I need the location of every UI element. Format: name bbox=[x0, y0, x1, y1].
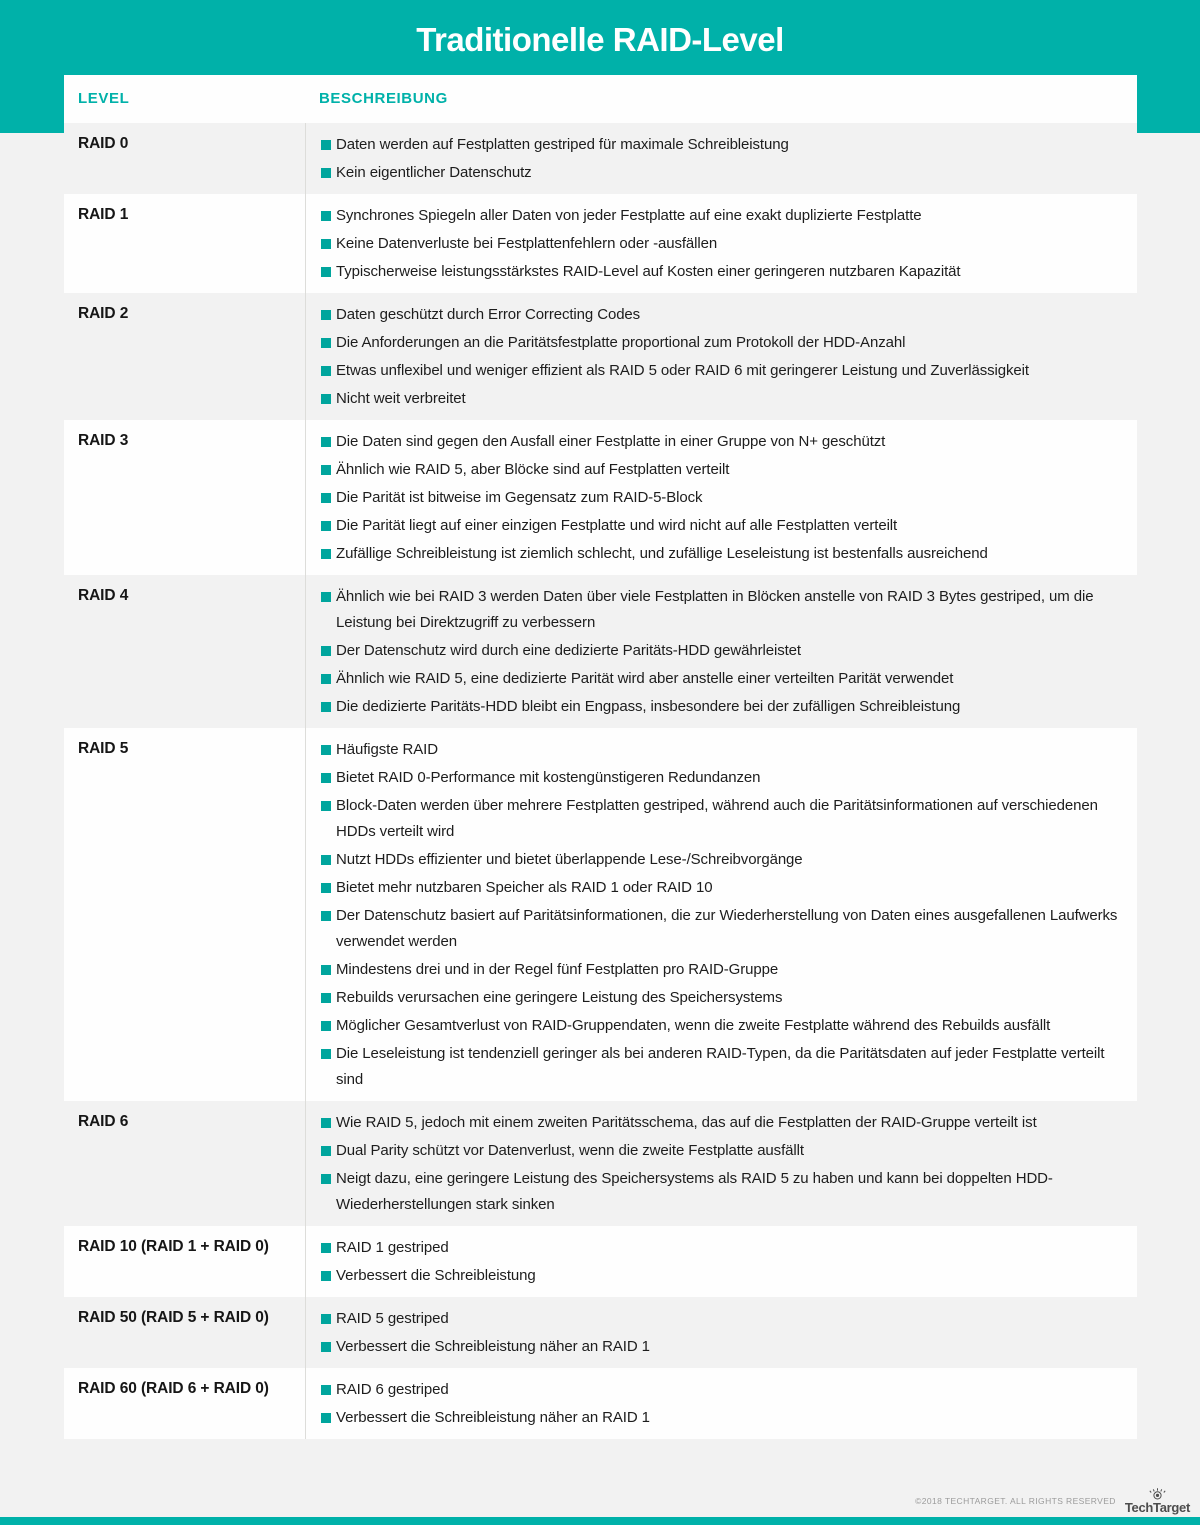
table-row bbox=[64, 1101, 1137, 1226]
raid-description-item: Synchrones Spiegeln aller Daten von jeder Festplatte auf eine exakt duplizierte Festplatte bbox=[336, 207, 922, 224]
description-item bbox=[321, 485, 1127, 511]
raid-description-item: Daten werden auf Festplatten gestriped für maximale Schreibleistung bbox=[336, 136, 789, 153]
raid-description-item: RAID 6 gestriped bbox=[336, 1381, 449, 1398]
page-title: Traditionelle RAID-Level bbox=[416, 21, 784, 58]
description-list bbox=[305, 575, 1137, 728]
description-item bbox=[321, 638, 1127, 664]
raid-description-item: Block-Daten werden über mehrere Festplatten gestriped, während auch die Paritätsinformationen auf verschiedenen HDDs verteilt wird bbox=[336, 797, 1098, 840]
raid-description-item: Der Datenschutz wird durch eine dedizierte Paritäts-HDD gewährleistet bbox=[336, 642, 801, 659]
raid-level-label: RAID 1 bbox=[78, 206, 129, 223]
raid-description-item: Der Datenschutz basiert auf Paritätsinformationen, die zur Wiederherstellung von Daten eines ausgefallenen Laufwerks verwendet werden bbox=[336, 907, 1118, 950]
raid-description-item: Nutzt HDDs effizienter und bietet überlappende Lese-/Schreibvorgänge bbox=[336, 851, 803, 868]
eye-icon bbox=[1149, 1487, 1166, 1500]
bullet-square-icon bbox=[321, 855, 331, 865]
description-item bbox=[321, 386, 1127, 412]
bullet-square-icon bbox=[321, 1413, 331, 1423]
raid-description-item: Die dedizierte Paritäts-HDD bleibt ein Engpass, insbesondere bei der zufälligen Schreibleistung bbox=[336, 698, 961, 715]
table-body bbox=[64, 123, 1137, 1439]
table-row bbox=[64, 575, 1137, 728]
bullet-square-icon bbox=[321, 965, 331, 975]
raid-description-item: Ähnlich wie RAID 5, aber Blöcke sind auf Festplatten verteilt bbox=[336, 461, 730, 478]
table-row bbox=[64, 194, 1137, 293]
bullet-square-icon bbox=[321, 1118, 331, 1128]
description-item bbox=[321, 1306, 1127, 1332]
description-item bbox=[321, 1263, 1127, 1289]
description-list bbox=[305, 728, 1137, 1101]
description-item bbox=[321, 875, 1127, 901]
bullet-square-icon bbox=[321, 521, 331, 531]
bullet-square-icon bbox=[321, 465, 331, 475]
bullet-square-icon bbox=[321, 549, 331, 559]
description-list bbox=[305, 1226, 1137, 1297]
description-item bbox=[321, 457, 1127, 483]
description-item bbox=[321, 1013, 1127, 1039]
description-list bbox=[305, 123, 1137, 194]
description-item bbox=[321, 541, 1127, 567]
raid-description-item: Häufigste RAID bbox=[336, 741, 438, 758]
bullet-square-icon bbox=[321, 394, 331, 404]
bullet-square-icon bbox=[321, 646, 331, 656]
bullet-square-icon bbox=[321, 773, 331, 783]
bullet-square-icon bbox=[321, 1271, 331, 1281]
raid-level-label: RAID 10 (RAID 1 + RAID 0) bbox=[78, 1238, 269, 1255]
table-row bbox=[64, 1297, 1137, 1368]
bullet-square-icon bbox=[321, 1342, 331, 1352]
description-list bbox=[305, 194, 1137, 293]
bullet-square-icon bbox=[321, 1146, 331, 1156]
description-item bbox=[321, 1166, 1127, 1218]
raid-description-item: Verbessert die Schreibleistung näher an RAID 1 bbox=[336, 1409, 650, 1426]
description-item bbox=[321, 847, 1127, 873]
bullet-square-icon bbox=[321, 493, 331, 503]
bullet-square-icon bbox=[321, 702, 331, 712]
raid-description-item: Verbessert die Schreibleistung näher an RAID 1 bbox=[336, 1338, 650, 1355]
table-row bbox=[64, 293, 1137, 420]
description-item bbox=[321, 1405, 1127, 1431]
raid-description-item: Wie RAID 5, jedoch mit einem zweiten Paritätsschema, das auf die Festplatten der RAID-Gruppe verteilt ist bbox=[336, 1114, 1037, 1131]
raid-description-item: Möglicher Gesamtverlust von RAID-Gruppendaten, wenn die zweite Festplatte während des Rebuilds ausfällt bbox=[336, 1017, 1051, 1034]
description-item bbox=[321, 694, 1127, 720]
bullet-square-icon bbox=[321, 437, 331, 447]
description-item bbox=[321, 793, 1127, 845]
bullet-square-icon bbox=[321, 239, 331, 249]
description-item bbox=[321, 957, 1127, 983]
raid-description-item: Die Parität ist bitweise im Gegensatz zum RAID-5-Block bbox=[336, 489, 703, 506]
raid-description-item: Mindestens drei und in der Regel fünf Festplatten pro RAID-Gruppe bbox=[336, 961, 779, 978]
raid-description-item: Typischerweise leistungsstärkstes RAID-Level auf Kosten einer geringeren nutzbaren Kapazität bbox=[336, 263, 961, 280]
raid-description-item: Die Leseleistung ist tendenziell geringer als bei anderen RAID-Typen, da die Paritätsdaten auf jeder Festplatte verteilt sind bbox=[336, 1045, 1105, 1088]
raid-level-label: RAID 50 (RAID 5 + RAID 0) bbox=[78, 1309, 269, 1326]
raid-level-label: RAID 6 bbox=[78, 1113, 129, 1130]
bullet-square-icon bbox=[321, 310, 331, 320]
raid-description-item: Die Daten sind gegen den Ausfall einer Festplatte in einer Gruppe von N+ geschützt bbox=[336, 433, 886, 450]
description-item bbox=[321, 1110, 1127, 1136]
description-item bbox=[321, 1334, 1127, 1360]
raid-level-label: RAID 5 bbox=[78, 740, 129, 757]
raid-description-item: Bietet mehr nutzbaren Speicher als RAID 1 oder RAID 10 bbox=[336, 879, 713, 896]
table-row bbox=[64, 728, 1137, 1101]
description-item bbox=[321, 584, 1127, 636]
raid-description-item: Zufällige Schreibleistung ist ziemlich schlecht, und zufällige Leseleistung ist bestenfalls ausreichend bbox=[336, 545, 988, 562]
description-item bbox=[321, 259, 1127, 285]
bullet-square-icon bbox=[321, 1314, 331, 1324]
description-item bbox=[321, 1377, 1127, 1403]
description-list bbox=[305, 1368, 1137, 1439]
bullet-square-icon bbox=[321, 592, 331, 602]
description-item bbox=[321, 358, 1127, 384]
bullet-square-icon bbox=[321, 1385, 331, 1395]
description-list bbox=[305, 293, 1137, 420]
raid-level-label: RAID 3 bbox=[78, 432, 129, 449]
bullet-square-icon bbox=[321, 801, 331, 811]
column-header-beschreibung: BESCHREIBUNG bbox=[319, 90, 448, 107]
raid-description-item: Rebuilds verursachen eine geringere Leistung des Speichersystems bbox=[336, 989, 783, 1006]
raid-description-item: RAID 1 gestriped bbox=[336, 1239, 449, 1256]
footer bbox=[915, 1487, 1190, 1514]
table-header-row bbox=[64, 75, 1137, 123]
description-item bbox=[321, 513, 1127, 539]
raid-description-item: Etwas unflexibel und weniger effizient als RAID 5 oder RAID 6 mit geringerer Leistung und Zuverlässigkeit bbox=[336, 362, 1029, 379]
raid-description-item: Verbessert die Schreibleistung bbox=[336, 1267, 536, 1284]
raid-description-item: Die Anforderungen an die Paritätsfestplatte proportional zum Protokoll der HDD-Anzahl bbox=[336, 334, 906, 351]
raid-level-label: RAID 60 (RAID 6 + RAID 0) bbox=[78, 1380, 269, 1397]
column-header-level: LEVEL bbox=[78, 90, 130, 107]
raid-description-item: Ähnlich wie RAID 5, eine dedizierte Parität wird aber anstelle einer verteilten Parität verwendet bbox=[336, 670, 954, 687]
raid-description-item: Ähnlich wie bei RAID 3 werden Daten über viele Festplatten in Blöcken anstelle von RAID 3 Bytes gestriped, um die Leistung bei Direktzugriff zu verbessern bbox=[336, 588, 1094, 631]
raid-description-item: Nicht weit verbreitet bbox=[336, 390, 466, 407]
bullet-square-icon bbox=[321, 267, 331, 277]
bullet-square-icon bbox=[321, 211, 331, 221]
description-item bbox=[321, 1235, 1127, 1261]
raid-level-label: RAID 0 bbox=[78, 135, 129, 152]
description-item bbox=[321, 985, 1127, 1011]
raid-level-label: RAID 2 bbox=[78, 305, 129, 322]
description-list bbox=[305, 420, 1137, 575]
bottom-band bbox=[0, 1517, 1200, 1525]
description-list bbox=[305, 1101, 1137, 1226]
raid-description-item: Die Parität liegt auf einer einzigen Festplatte und wird nicht auf alle Festplatten verteilt bbox=[336, 517, 898, 534]
bullet-square-icon bbox=[321, 168, 331, 178]
bullet-square-icon bbox=[321, 911, 331, 921]
description-item bbox=[321, 203, 1127, 229]
bullet-square-icon bbox=[321, 1174, 331, 1184]
raid-description-item: Kein eigentlicher Datenschutz bbox=[336, 164, 532, 181]
description-item bbox=[321, 903, 1127, 955]
raid-description-item: Keine Datenverluste bei Festplattenfehlern oder -ausfällen bbox=[336, 235, 718, 252]
raid-description-item: Daten geschützt durch Error Correcting Codes bbox=[336, 306, 641, 323]
description-list bbox=[305, 1297, 1137, 1368]
description-item bbox=[321, 132, 1127, 158]
table-row bbox=[64, 1368, 1137, 1439]
bullet-square-icon bbox=[321, 140, 331, 150]
table-row bbox=[64, 123, 1137, 194]
bullet-square-icon bbox=[321, 1243, 331, 1253]
bullet-square-icon bbox=[321, 745, 331, 755]
techtarget-logo bbox=[1125, 1487, 1190, 1514]
bullet-square-icon bbox=[321, 1049, 331, 1059]
raid-description-item: Neigt dazu, eine geringere Leistung des Speichersystems als RAID 5 zu haben und kann bei doppelten HDD-Wiederherstellungen stark sinken bbox=[336, 1170, 1053, 1213]
description-item bbox=[321, 429, 1127, 455]
table-row bbox=[64, 420, 1137, 575]
techtarget-logo-text: TechTarget bbox=[1124, 1500, 1190, 1515]
bullet-square-icon bbox=[321, 993, 331, 1003]
bullet-square-icon bbox=[321, 338, 331, 348]
bullet-square-icon bbox=[321, 366, 331, 376]
raid-description-item: Dual Parity schützt vor Datenverlust, wenn die zweite Festplatte ausfällt bbox=[336, 1142, 804, 1159]
bullet-square-icon bbox=[321, 883, 331, 893]
description-item bbox=[321, 231, 1127, 257]
raid-level-table bbox=[64, 75, 1137, 1439]
bullet-square-icon bbox=[321, 674, 331, 684]
description-item bbox=[321, 737, 1127, 763]
raid-level-label: RAID 4 bbox=[78, 587, 129, 604]
raid-description-item: Bietet RAID 0-Performance mit kostengünstigeren Redundanzen bbox=[336, 769, 761, 786]
copyright-text: ©2018 TECHTARGET. ALL RIGHTS RESERVED bbox=[915, 1495, 1116, 1506]
description-item bbox=[321, 302, 1127, 328]
description-item bbox=[321, 330, 1127, 356]
description-item bbox=[321, 160, 1127, 186]
raid-description-item: RAID 5 gestriped bbox=[336, 1310, 449, 1327]
description-item bbox=[321, 666, 1127, 692]
description-item bbox=[321, 765, 1127, 791]
description-item bbox=[321, 1138, 1127, 1164]
bullet-square-icon bbox=[321, 1021, 331, 1031]
description-item bbox=[321, 1041, 1127, 1093]
table-row bbox=[64, 1226, 1137, 1297]
